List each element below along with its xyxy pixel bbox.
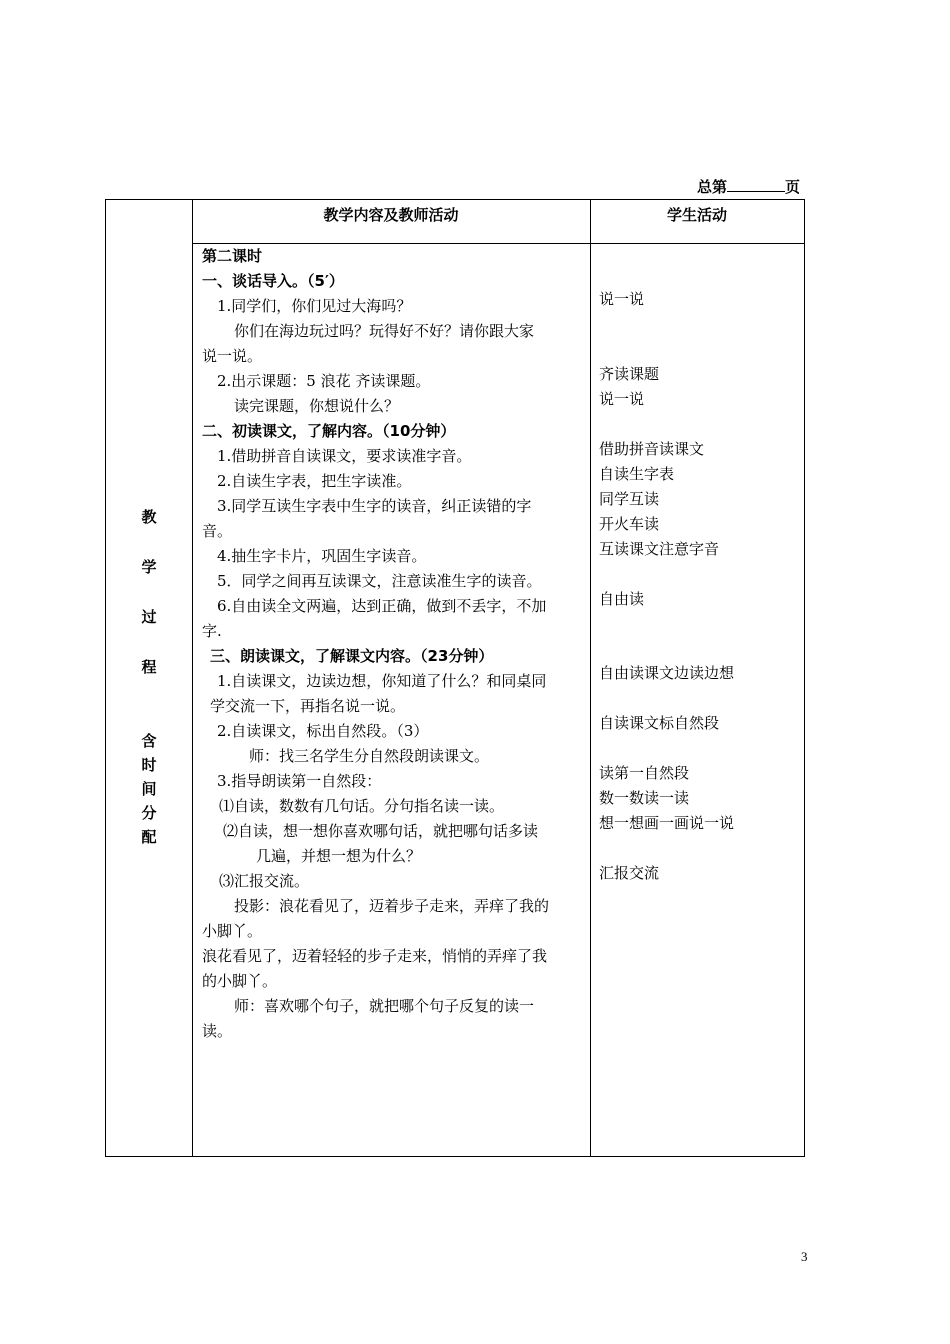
student-activity: 说一说 [599, 390, 645, 408]
side-char: 配 [141, 828, 157, 846]
side-char: 时 [141, 756, 157, 774]
side-char: 学 [141, 558, 157, 576]
content-line: 读。 [202, 1022, 233, 1040]
section-heading: 三、朗读课文，了解课文内容。（23分钟） [210, 647, 494, 665]
content-line: 2.自读生字表，把生字读准。 [217, 472, 412, 490]
content-line: 的小脚丫。 [202, 972, 278, 990]
content-line: 浪花看见了，迈着轻轻的步子走来，悄悄的弄痒了我 [202, 947, 548, 965]
student-activity: 开火车读 [599, 515, 660, 533]
content-line: 说一说。 [202, 347, 263, 365]
student-activity: 自读课文标自然段 [599, 714, 720, 732]
side-char: 教 [141, 508, 157, 526]
lesson-period: 第二课时 [202, 247, 263, 265]
content-line: 小脚丫。 [202, 922, 263, 940]
content-line: 字. [202, 622, 222, 640]
side-label-process [106, 506, 192, 706]
divider-side [192, 200, 193, 1156]
content-line: 学交流一下，再指名说一说。 [210, 697, 406, 715]
section-heading: 二、初读课文，了解内容。（10分钟） [202, 422, 456, 440]
content-line: 师：喜欢哪个句子，就把哪个句子反复的读一 [234, 997, 535, 1015]
section-heading: 一、谈话导入。（5′） [202, 272, 344, 290]
content-line: 3.指导朗读第一自然段： [217, 772, 382, 790]
page-count-blank [727, 177, 785, 192]
page-number: 3 [801, 1249, 808, 1264]
side-char: 过 [141, 608, 157, 626]
total-prefix: 总第 [697, 178, 728, 196]
side-char: 程 [141, 658, 157, 676]
content-line: 师：找三名学生分自然段朗读课文。 [249, 747, 490, 765]
student-activity: 读第一自然段 [599, 764, 690, 782]
student-activity: 自由读课文边读边想 [599, 664, 735, 682]
student-activity: 同学互读 [599, 490, 660, 508]
content-line: 音。 [202, 522, 233, 540]
content-line: 1.借助拼音自读课文，要求读准字音。 [217, 447, 472, 465]
content-line: 4.抽生字卡片，巩固生字读音。 [217, 547, 427, 565]
content-line: 几遍，并想一想为什么？ [256, 847, 422, 865]
content-line: 1.同学们，你们见过大海吗？ [217, 297, 412, 315]
content-line: 1.自读课文，边读边想，你知道了什么？和同桌同 [217, 672, 547, 690]
content-line: 读完课题，你想说什么？ [234, 397, 400, 415]
content-line: 6.自由读全文两遍，达到正确，做到不丢字，不加 [217, 597, 547, 615]
side-char: 分 [141, 804, 157, 822]
column-header-content: 教学内容及教师活动 [323, 206, 459, 224]
content-line: 5．同学之间再互读课文，注意读准生字的读音。 [217, 572, 542, 590]
lesson-table [105, 199, 805, 1157]
content-line: ⑴自读，数数有几句话。分句指名读一读。 [219, 797, 505, 815]
student-activity: 齐读课题 [599, 365, 660, 383]
student-activity: 想一想画一画说一说 [599, 814, 735, 832]
content-line: 2.出示课题：5 浪花 齐读课题。 [217, 372, 431, 390]
page-header [697, 176, 800, 197]
student-activity: 互读课文注意字音 [599, 540, 720, 558]
student-activity: 数一数读一读 [599, 789, 690, 807]
total-suffix: 页 [785, 178, 801, 196]
student-activity: 说一说 [599, 290, 645, 308]
side-label-time [106, 730, 192, 850]
content-line: ⑶汇报交流。 [219, 872, 310, 890]
content-line: 你们在海边玩过吗？玩得好不好？请你跟大家 [234, 322, 535, 340]
content-line: ⑵自读，想一想你喜欢哪句话，就把哪句话多读 [223, 822, 539, 840]
divider-student [590, 200, 591, 1156]
content-line: 投影：浪花看见了，迈着步子走来，弄痒了我的 [234, 897, 550, 915]
side-char: 含 [141, 732, 157, 750]
side-char: 间 [141, 780, 157, 798]
student-activity: 借助拼音读课文 [599, 440, 705, 458]
student-activity: 自由读 [599, 590, 645, 608]
header-divider [192, 243, 804, 244]
student-activity: 汇报交流 [599, 864, 660, 882]
student-activity: 自读生字表 [599, 465, 675, 483]
content-line: 2.自读课文，标出自然段。（3） [217, 722, 429, 740]
column-header-student: 学生活动 [666, 206, 727, 224]
content-line: 3.同学互读生字表中生字的读音，纠正读错的字 [217, 497, 532, 515]
